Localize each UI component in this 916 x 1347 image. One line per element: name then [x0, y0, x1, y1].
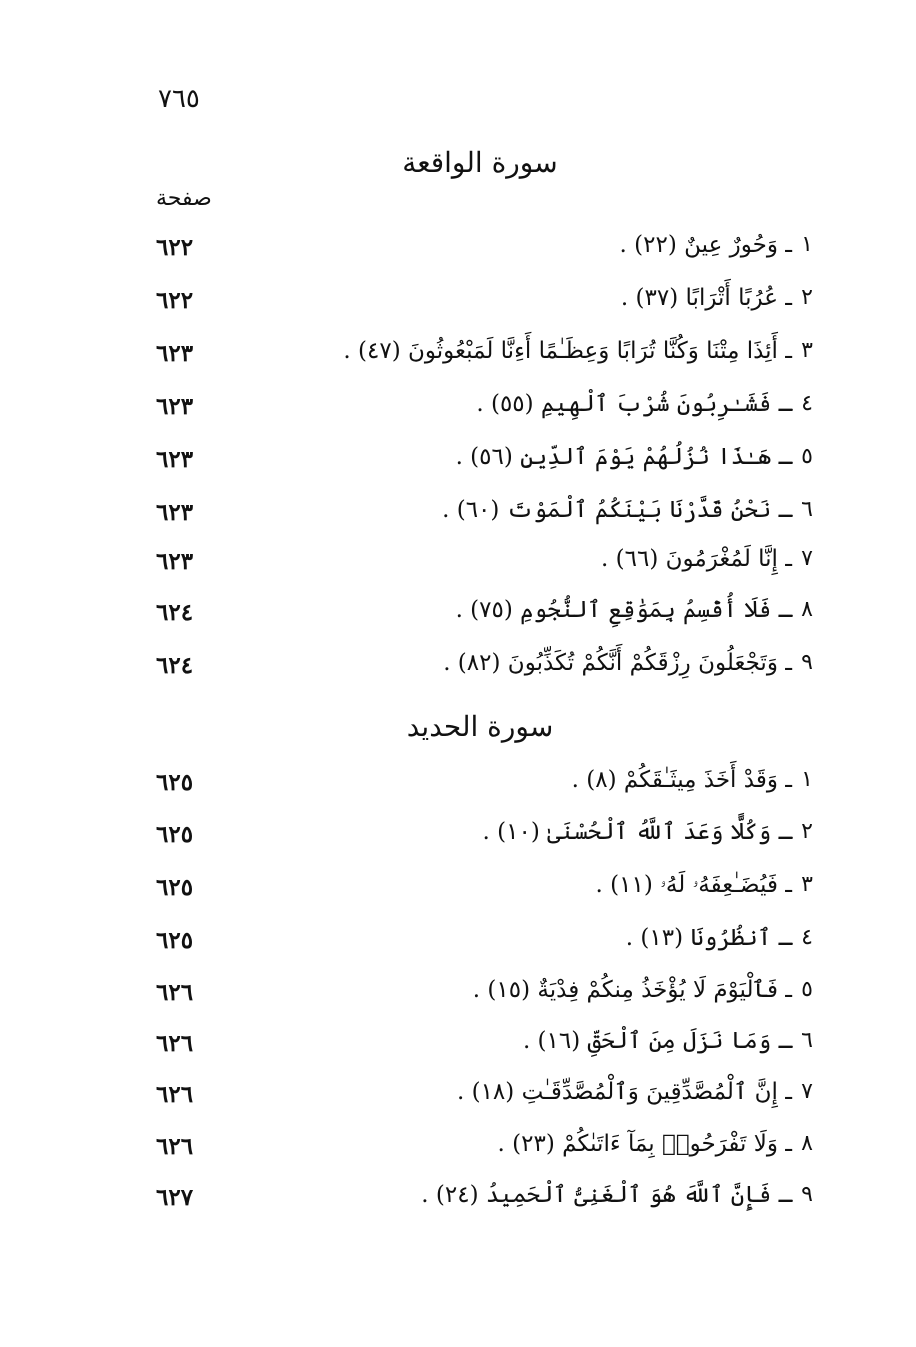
entry-page-reference: ٦٢٤ — [156, 652, 194, 679]
entry-number: ٨ — [801, 597, 813, 622]
entry-verse-text: ـ إِنَّا لَمُغْرَمُونَ (٦٦) . — [601, 546, 792, 572]
entry-number: ١ — [801, 232, 813, 257]
index-entry — [140, 819, 820, 859]
index-entry — [140, 767, 820, 807]
entry-verse-text: ـ وَمَا نَزَلَ مِنَ ٱلْحَقِّ (١٦) . — [522, 1028, 792, 1054]
entry-page-reference: ٦٢٦ — [156, 1030, 194, 1057]
entry-number: ٣ — [801, 872, 813, 897]
entry-number: ٩ — [801, 650, 813, 675]
entry-verse-text: ـ إِنَّ ٱلْمُصَّدِّقِينَ وَٱلْمُصَّدِّقَـٰتِ (١٨) . — [456, 1079, 792, 1105]
entry-page-reference: ٦٢٣ — [156, 499, 194, 526]
entry-verse-text: ـ فَٱلْيَوْمَ لَا يُؤْخَذُ مِنكُمْ فِدْيَةٌ (١٥) . — [472, 977, 792, 1003]
page-column-header: صفحة — [156, 186, 212, 211]
index-entry — [140, 497, 820, 537]
entry-page-reference: ٦٢٦ — [156, 1133, 194, 1160]
entry-verse-text: ـ أَئِذَا مِتْنَا وَكُنَّا تُرَابًا وَعِظَـٰمًا أَءِنَّا لَمَبْعُوثُونَ (٤٧) . — [343, 338, 792, 364]
entry-page-reference: ٦٢٤ — [156, 599, 194, 626]
index-entry — [140, 872, 820, 912]
entry-number: ٥ — [801, 444, 813, 469]
entry-page-reference: ٦٢٣ — [156, 548, 194, 575]
entry-verse-text: ـ وَتَجْعَلُونَ رِزْقَكُمْ أَنَّكُمْ تُكَذِّبُونَ (٨٢) . — [443, 650, 792, 676]
entry-page-reference: ٦٢٥ — [156, 927, 194, 954]
index-entry — [140, 285, 820, 325]
entry-number: ٢ — [801, 285, 813, 310]
entry-page-reference: ٦٢٣ — [156, 446, 194, 473]
entry-number: ٨ — [801, 1131, 813, 1156]
entry-verse-text: ـ فَلَا أُقْسِمُ بِمَوَٰقِعِ ٱلنُّجُومِ (٧٥) . — [455, 597, 792, 623]
entry-number: ٧ — [801, 546, 813, 571]
index-entry — [140, 650, 820, 690]
entry-number: ٦ — [801, 1028, 813, 1053]
entry-verse-text: ـ وَلَا تَفْرَحُوا۟ بِمَآ ءَاتَىٰكُمْ (٢٣) . — [497, 1131, 792, 1157]
entry-number: ١ — [801, 767, 813, 792]
index-entry — [140, 925, 820, 965]
section-title-al-waqia: سورة الواقعة — [402, 146, 558, 179]
index-entry — [140, 1079, 820, 1119]
index-entry — [140, 977, 820, 1017]
index-entry — [140, 1182, 820, 1222]
entry-number: ٦ — [801, 497, 813, 522]
entry-verse-text: ـ فَيُضَـٰعِفَهُۥ لَهُۥ (١١) . — [595, 872, 792, 898]
entry-verse-text: ـ عُرُبًا أَتْرَابًا (٣٧) . — [620, 285, 792, 311]
entry-page-reference: ٦٢٦ — [156, 979, 194, 1006]
entry-verse-text: ـ وَحُورٌ عِينٌ (٢٢) . — [619, 232, 792, 258]
index-entry — [140, 1028, 820, 1068]
index-entry — [140, 444, 820, 484]
entry-page-reference: ٦٢٦ — [156, 1081, 194, 1108]
index-entry — [140, 232, 820, 272]
entry-verse-text: ـ وَكُلًّا وَعَدَ ٱللَّهُ ٱلْحُسْنَىٰ (١٠) . — [482, 819, 792, 845]
index-entry — [140, 391, 820, 431]
entry-verse-text: ـ فَإِنَّ ٱللَّهَ هُوَ ٱلْغَنِىُّ ٱلْحَمِيدُ (٢٤) . — [421, 1182, 792, 1208]
entry-page-reference: ٦٢٥ — [156, 874, 194, 901]
page-number: ٧٦٥ — [158, 84, 200, 114]
entry-verse-text: ـ فَشَـٰرِبُونَ شُرْبَ ٱلْهِيمِ (٥٥) . — [476, 391, 792, 417]
entry-number: ٩ — [801, 1182, 813, 1207]
entry-verse-text: ـ ٱنظُرُونَا (١٣) . — [625, 925, 792, 951]
entry-number: ٢ — [801, 819, 813, 844]
entry-number: ٤ — [801, 925, 813, 950]
entry-number: ٧ — [801, 1079, 813, 1104]
entry-page-reference: ٦٢٧ — [156, 1184, 194, 1211]
index-entry — [140, 338, 820, 378]
index-entry — [140, 1131, 820, 1171]
entry-page-reference: ٦٢٣ — [156, 340, 194, 367]
index-entry — [140, 597, 820, 637]
entry-number: ٤ — [801, 391, 813, 416]
entry-number: ٥ — [801, 977, 813, 1002]
entry-page-reference: ٦٢٣ — [156, 393, 194, 420]
section-title-al-hadid: سورة الحديد — [406, 710, 554, 743]
entry-page-reference: ٦٢٥ — [156, 821, 194, 848]
entry-verse-text: ـ وَقَدْ أَخَذَ مِيثَـٰقَكُمْ (٨) . — [571, 767, 792, 793]
entry-page-reference: ٦٢٢ — [156, 287, 194, 314]
entry-number: ٣ — [801, 338, 813, 363]
entry-verse-text: ـ نَحْنُ قَدَّرْنَا بَيْنَكُمُ ٱلْمَوْتَ (٦٠) . — [442, 497, 792, 523]
index-entry — [140, 546, 820, 586]
entry-verse-text: ـ هَـٰذَا نُزُلُهُمْ يَوْمَ ٱلدِّينِ (٥٦) . — [455, 444, 792, 470]
entry-page-reference: ٦٢٥ — [156, 769, 194, 796]
entry-page-reference: ٦٢٢ — [156, 234, 194, 261]
